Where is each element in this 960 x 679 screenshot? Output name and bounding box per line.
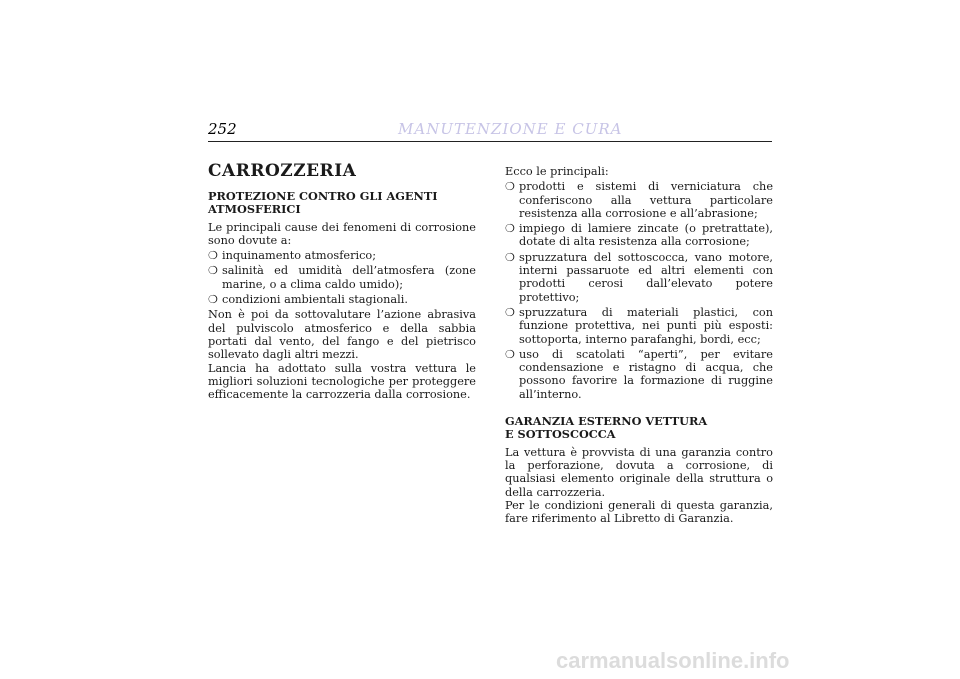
bullet-icon: ❍ bbox=[505, 180, 515, 194]
bullet-icon: ❍ bbox=[208, 293, 218, 307]
abrasion-paragraph: Non è poi da sottovalutare l’azione abrasiva del pulviscolo atmosferico e della sabbia portati dal vento, del fango e del pietrisco sollevato dagli altri mezzi. bbox=[208, 308, 476, 362]
right-column bbox=[505, 165, 773, 525]
causes-list bbox=[208, 249, 476, 306]
bullet-icon: ❍ bbox=[505, 347, 515, 361]
corrosion-intro: Le principali cause dei fenomeni di corrosione sono dovute a: bbox=[208, 220, 476, 247]
left-column bbox=[208, 161, 476, 401]
bullet-icon: ❍ bbox=[505, 305, 515, 319]
list-item: ❍ prodotti e sistemi di verniciatura che conferiscono alla vettura particolare resistenza alla corrosione e all’abrasione; bbox=[505, 180, 773, 220]
bullet-icon: ❍ bbox=[208, 249, 218, 263]
bullet-icon: ❍ bbox=[505, 222, 515, 236]
section-title: MANUTENZIONE E CURA bbox=[398, 120, 623, 138]
bullet-icon: ❍ bbox=[505, 250, 515, 264]
page-number: 252 bbox=[208, 120, 237, 138]
lancia-paragraph: Lancia ha adottato sulla vostra vettura le migliori soluzioni tecnologiche per proteggere efficacemente la carrozzeria dalla corrosione. bbox=[208, 361, 476, 402]
list-item: ❍ spruzzatura del sottoscocca, vano motore, interni passaruote ed altri elementi con prodotti cerosi dall’elevato potere protettivo; bbox=[505, 250, 773, 304]
warranty-subtitle: GARANZIA ESTERNO VETTURA E SOTTOSCOCCA bbox=[505, 414, 708, 442]
warranty-paragraph: La vettura è provvista di una garanzia contro la perforazione, dovuta a corrosione, di qualsiasi elemento originale della struttura o della carrozzeria. bbox=[505, 445, 773, 499]
list-item: ❍ impiego di lamiere zincate (o pretrattate), dotate di alta resistenza alla corrosione; bbox=[505, 222, 773, 249]
list-item: ❍ spruzzatura di materiali plastici, con funzione protettiva, nei punti più esposti: sottoporta, interno parafanghi, bordi, ecc; bbox=[505, 305, 773, 346]
solutions-intro: Ecco le principali: bbox=[505, 165, 609, 178]
list-item: ❍ inquinamento atmosferico; bbox=[208, 249, 377, 263]
solutions-list bbox=[505, 180, 773, 401]
list-item: ❍ condizioni ambientali stagionali. bbox=[208, 293, 408, 307]
bullet-icon: ❍ bbox=[208, 264, 218, 278]
warranty-reference: Per le condizioni generali di questa garanzia, fare riferimento al Libretto di Garanzia. bbox=[505, 498, 773, 526]
page-header bbox=[208, 120, 772, 142]
list-item: ❍ uso di scatolati “aperti”, per evitare condensazione e ristagno di acqua, che possono favorire la formazione di ruggine all’interno. bbox=[505, 347, 773, 401]
header-rule bbox=[208, 141, 772, 142]
protection-subtitle: PROTEZIONE CONTRO GLI AGENTI ATMOSFERICI bbox=[208, 189, 438, 217]
main-title: CARROZZERIA bbox=[208, 161, 357, 181]
watermark: carmanualsonline.info bbox=[556, 648, 790, 673]
list-item: ❍ salinità ed umidità dell’atmosfera (zone marine, o a clima caldo umido); bbox=[208, 264, 476, 291]
